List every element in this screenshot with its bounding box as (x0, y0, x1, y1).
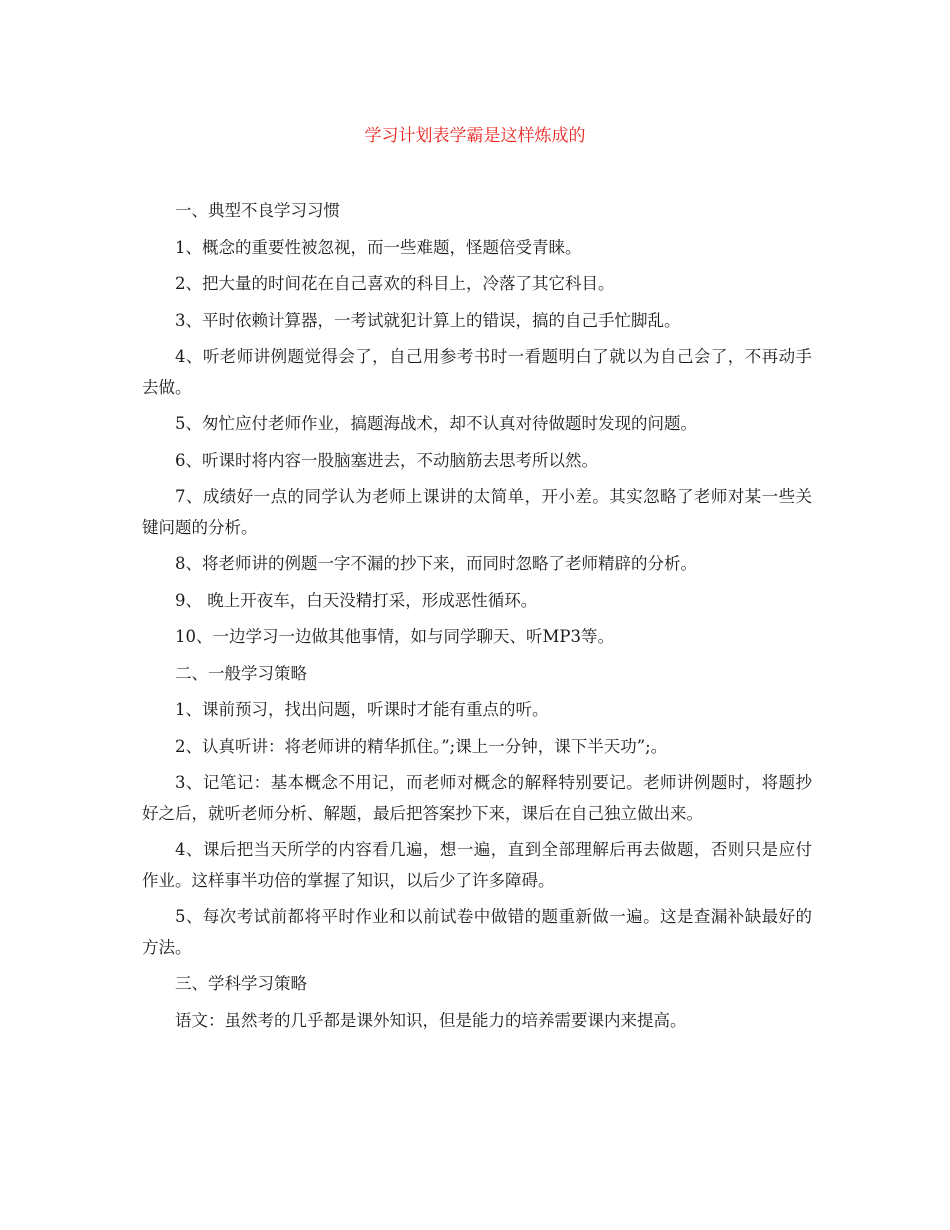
document-title: 学习计划表学霸是这样炼成的 (364, 126, 586, 146)
paragraph: 2、把大量的时间花在自己喜欢的科目上，冷落了其它科目。 (175, 274, 615, 293)
paragraph: 3、记笔记：基本概念不用记，而老师对概念的解释特别要记。老师讲例题时，将题抄好之后，就听老师分析、解题，最后把答案抄下来，课后在自己独立做出来。 (142, 773, 812, 823)
section-heading: 三、学科学习策略 (175, 974, 307, 993)
paragraph: 2、认真听讲：将老师讲的精华抓住。”;课上一分钟，课下半天功”;。 (175, 736, 668, 756)
paragraph: 8、将老师讲的例题一字不漏的抄下来，而同时忽略了老师精辟的分析。 (175, 554, 697, 573)
paragraph: 4、听老师讲例题觉得会了，自己用参考书时一看题明白了就以为自己会了，不再动手去做。 (142, 347, 812, 397)
paragraph: 9、 晚上开夜车，白天没精打采，形成恶性循环。 (175, 590, 538, 610)
paragraph: 5、匆忙应付老师作业，搞题海战术，却不认真对待做题时发现的问题。 (175, 414, 697, 433)
paragraph: 1、课前预习，找出问题，听课时才能有重点的听。 (175, 700, 549, 719)
paragraph: 5、每次考试前都将平时作业和以前试卷中做错的题重新做一遍。这是查漏补缺最好的方法。 (142, 907, 812, 957)
section-heading: 二、一般学习策略 (175, 663, 307, 683)
document-body (142, 196, 812, 1042)
paragraph: 语文：虽然考的几乎都是课外知识，但是能力的培养需要课内来提高。 (175, 1010, 687, 1030)
paragraph: 3、平时依赖计算器，一考试就犯计算上的错误，搞的自己手忙脚乱。 (175, 310, 681, 330)
paragraph: 6、听课时将内容一股脑塞进去，不动脑筋去思考所以然。 (175, 450, 598, 470)
paragraph: 1、概念的重要性被忽视，而一些难题，怪题倍受青睐。 (175, 237, 582, 257)
paragraph: 7、成绩好一点的同学认为老师上课讲的太简单，开小差。其实忽略了老师对某一些关键问题的分析。 (142, 487, 812, 537)
section-heading: 一、典型不良学习习惯 (175, 201, 340, 220)
paragraph: 10、一边学习一边做其他事情，如与同学聊天、听MP3等。 (175, 627, 614, 646)
paragraph: 4、课后把当天所学的内容看几遍，想一遍，直到全部理解后再去做题，否则只是应付作业。这样事半功倍的掌握了知识，以后少了许多障碍。 (142, 840, 812, 890)
